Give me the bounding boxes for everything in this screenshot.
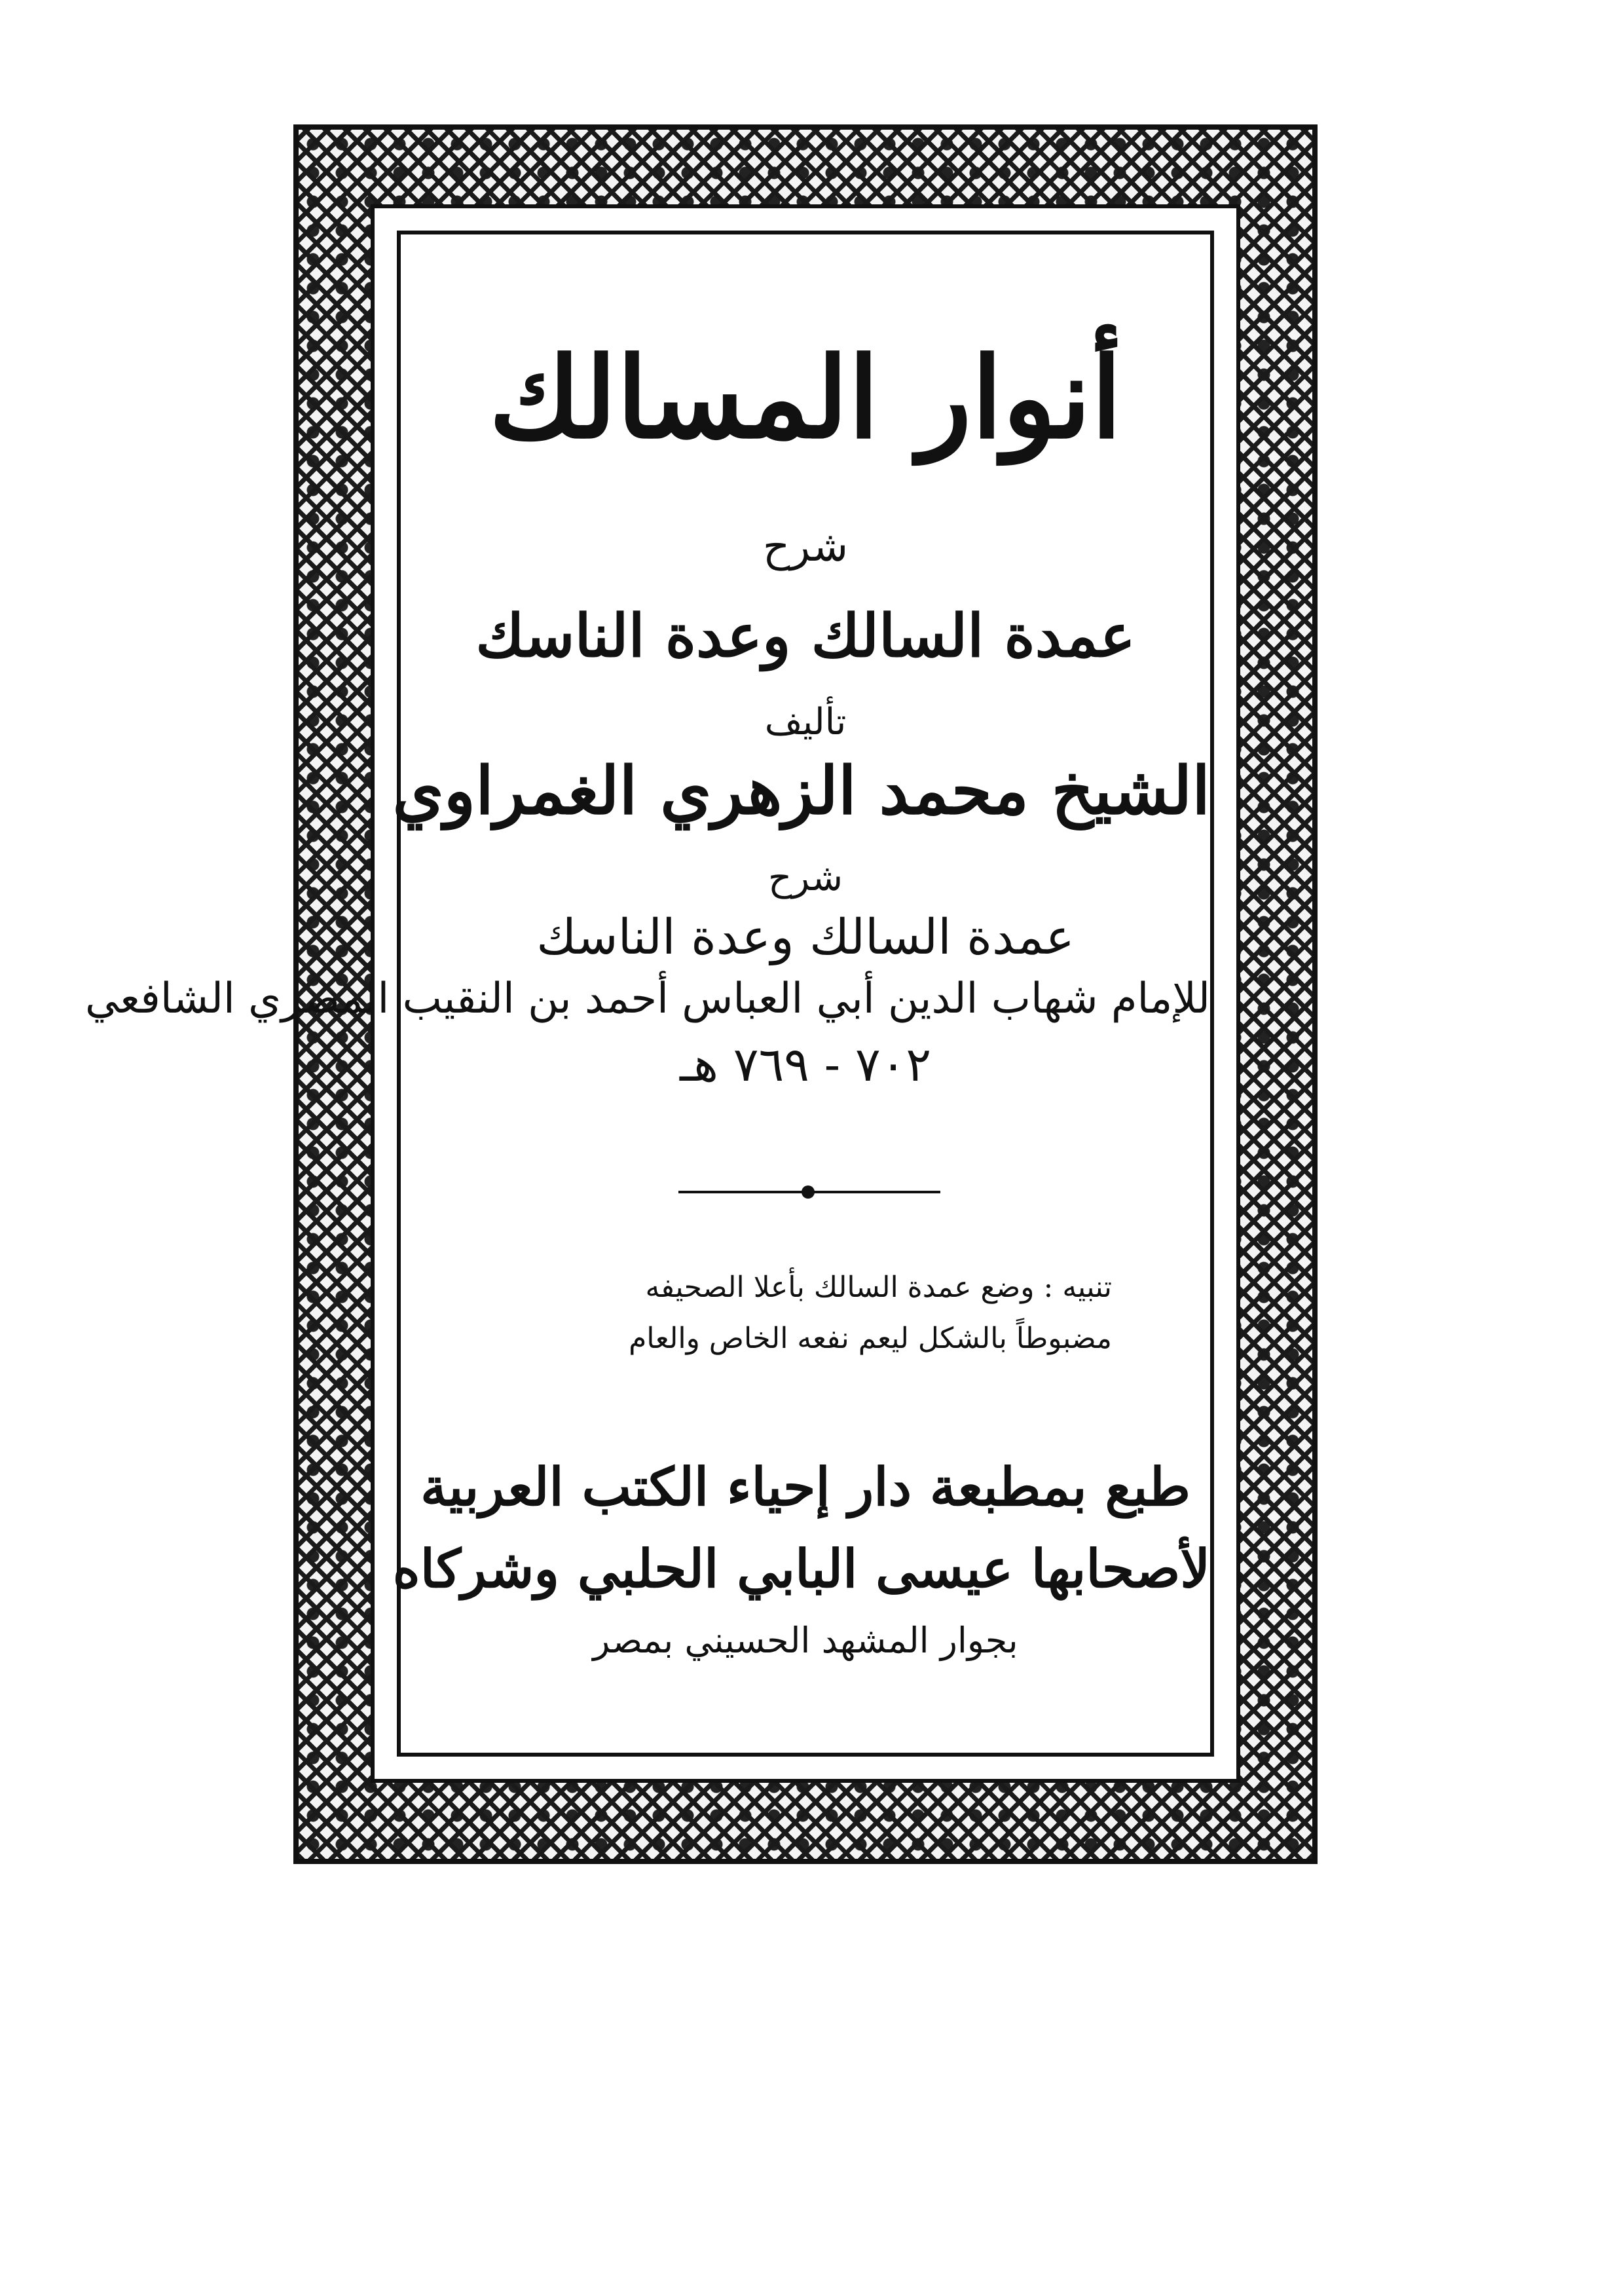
publisher-line-2: لأصحابها عيسى البابي الحلبي وشركاه — [392, 1538, 1210, 1599]
book-title: أنوار المسالك — [489, 333, 1122, 464]
base-work-title-secondary: عمدة السالك وعدة الناسك — [536, 909, 1075, 965]
author-name: الشيخ محمد الزهري الغمراوي — [392, 752, 1210, 829]
sharh-label: شرح — [762, 523, 849, 571]
original-author: للإمام شهاب الدين أبي العباس أحمد بن النقيب المصري الشافعي — [85, 975, 1210, 1023]
title-page-panel — [85, 231, 1214, 1757]
authorship-label: تأليف — [764, 701, 847, 743]
base-work-title: عمدة السالك وعدة الناسك — [475, 601, 1135, 671]
author-dates: ٧٠٢ - ٧٦٩ هـ — [679, 1037, 932, 1092]
sharh-label-secondary: شرح — [768, 857, 843, 899]
publisher-address: بجوار المشهد الحسيني بمصر — [593, 1620, 1018, 1661]
notice-line-1: تنبيه : وضع عمدة السالك بأعلا الصحيفه — [645, 1271, 1112, 1304]
publisher-line-1: طبع بمطبعة دار إحياء الكتب العربية — [420, 1456, 1190, 1518]
notice-line-2: مضبوطاً بالشكل ليعم نفعه الخاص والعام — [629, 1322, 1112, 1355]
divider-ornament — [802, 1185, 815, 1199]
